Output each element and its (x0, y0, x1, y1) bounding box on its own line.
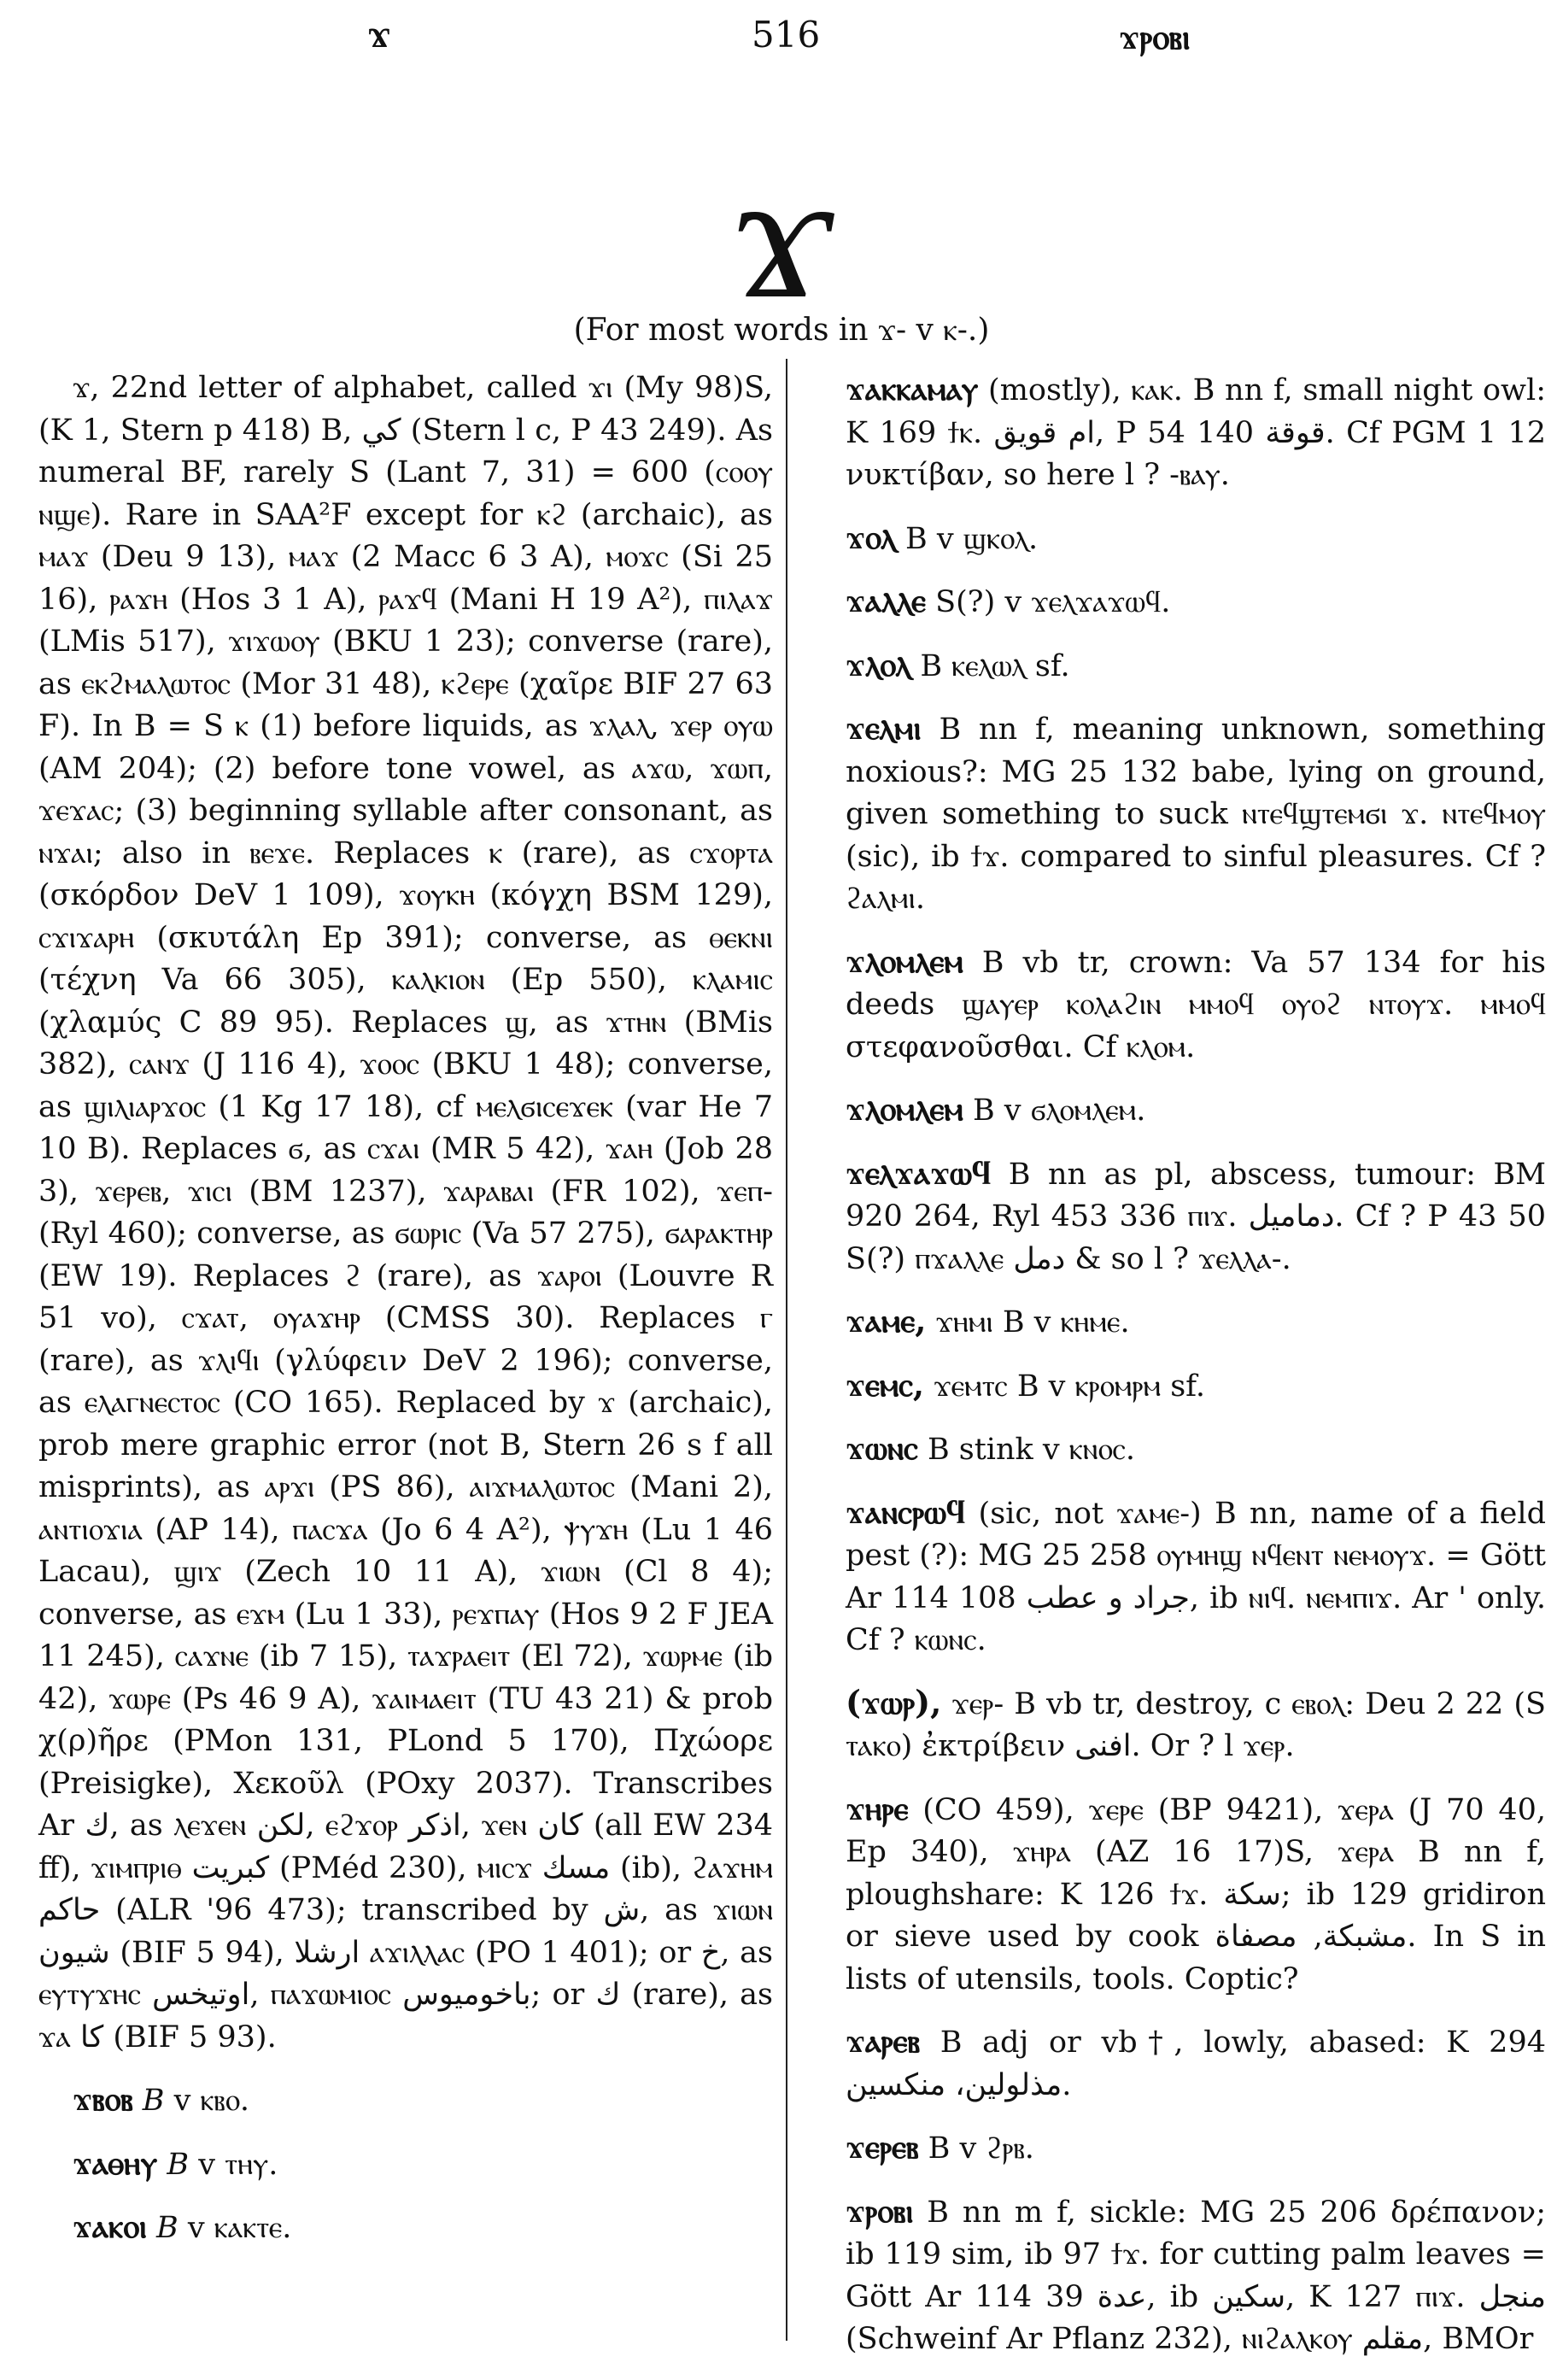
dictionary-entry (811, 1087, 1546, 1133)
dictionary-entry (811, 1491, 1546, 1662)
entry-headword: ϫⲏⲣⲉ (846, 1788, 909, 1827)
dictionary-entry (811, 940, 1546, 1070)
section-letter: ϫ (734, 130, 829, 339)
dictionary-entry (811, 2019, 1546, 2107)
entry-text: B nn f, meaning unknown, something noxious?: MG 25 132 babe, lying on ground, given something to suck ⲛⲧⲉϥϣⲧⲉⲙϭⲓ ϫ. ⲛⲧⲉϥⲙⲟⲩ (sic), ib ϯϫ. compared to sinful pleasures. Cf ? ϩⲁⲗⲙⲓ. (846, 712, 1546, 916)
entry-text: S(?) v ϫⲉⲗϫⲁϫⲱϥ. (935, 585, 1171, 619)
dictionary-entry (811, 516, 1546, 561)
entry-headword: ϫⲉⲗⲙⲓ (846, 708, 922, 747)
dictionary-entry (811, 1363, 1546, 1409)
entry-headword: ϫⲁⲗⲗⲉ (846, 581, 927, 619)
entry-headword: ϫⲟⲗ (846, 517, 896, 556)
entry-headword: ϫⲗⲟⲙⲗⲉⲙ (846, 1089, 963, 1128)
dictionary-entry (811, 706, 1546, 921)
entry-dialect: B (167, 2147, 190, 2182)
running-head-left: ϫ (367, 10, 391, 56)
dictionary-entry (811, 1787, 1546, 2002)
entry-text: ϫⲉⲙⲧⲥ B v ⲕⲣⲟⲙⲣⲙ sf. (934, 1369, 1206, 1404)
dictionary-entry (811, 1299, 1546, 1345)
entry-headword: ϫⲁⲣⲉⲃ (846, 2021, 920, 2060)
left-column (38, 367, 773, 2269)
entry-dialect: B (156, 2211, 179, 2245)
section-note: (For most words in ϫ- v ⲕ-.) (573, 313, 990, 348)
entry-text: (sic, not ϫⲁⲙⲉ-) B nn, name of a field pest (?): MG 25 258 ⲟⲩⲙⲏϣ ⲛϥⲉⲛⲧ ⲛⲉⲙⲟⲩϫ. = Gött Ar 114 108 جراد و عطب, ib ⲛⲓϥ. ⲛⲉⲙⲡⲓϫ. Ar ' only. Cf ? ⲕⲱⲛⲥ. (846, 1496, 1546, 1657)
entry-text: B ⲕⲉⲗⲱⲗ sf. (920, 648, 1070, 683)
entry-headword: ϫⲉⲗϫⲁϫⲱϥ (846, 1152, 992, 1192)
entry-headword: ϫⲁⲛⲥⲣⲱϥ (846, 1492, 966, 1531)
entry-headword: ϫⲱⲛⲥ (846, 1428, 918, 1467)
entry-headword: ϫⲁⲙⲉ, (846, 1301, 927, 1339)
entry-headword: (ϫⲱⲣ), (846, 1682, 942, 1721)
entry-headword: ϫⲣⲟⲃⲓ (846, 2190, 914, 2230)
entry-dialect: B (142, 2084, 165, 2118)
entry-text: v ⲧⲏⲩ. (198, 2147, 278, 2182)
entry-headword: ϫⲉⲣⲉⲃ (846, 2127, 919, 2166)
dictionary-entry (811, 1152, 1546, 1281)
running-head-right: ϫⲣⲟⲃⲓ (1119, 17, 1191, 57)
dictionary-entry (811, 2189, 1546, 2361)
dictionary-entry (38, 2142, 773, 2187)
entry-text: ϫⲏⲙⲓ B v ⲕⲏⲙⲉ. (935, 1305, 1130, 1339)
entry-text: B v ϩⲣⲃ. (928, 2131, 1034, 2166)
entry-text: B nn m f, sickle: MG 25 206 δρέπανον; ib 119 sim, ib 97 ϯϫ. for cutting palm leaves = Gött Ar 114 39 عدة, ib سكين, K 127 ⲡⲓϫ. منجل (Schweinf Ar Pflanz 232), ⲛⲓϩⲁⲗⲕⲟⲩ مقلم, BMOr (846, 2195, 1546, 2356)
entry-headword: ϫⲗⲟⲙⲗⲉⲙ (846, 941, 963, 980)
dictionary-entry (811, 1427, 1546, 1472)
entry-text: B v ϣⲕⲟⲗ. (905, 521, 1039, 556)
entry-text: B nn as pl, abscess, tumour: BM 920 264, Ryl 453 336 ⲡⲓϫ. دماميل. Cf ? P 43 50 S(?) ⲡϫⲁⲗⲗⲉ دمل & so l ? ϫⲉⲗⲗⲁ-. (846, 1157, 1547, 1276)
entry-text: B adj or vb†, lowly, abased: K 294 مذلولين، منكسين. (846, 2025, 1546, 2102)
entry-text: v ⲕⲁⲕⲧⲉ. (187, 2211, 292, 2245)
column-divider (786, 359, 787, 2341)
entry-headword: ϫⲁⲕⲟⲓ (73, 2207, 147, 2245)
entry-headword: ϫⲁⲑⲏⲩ (73, 2143, 158, 2182)
dictionary-entry (38, 2078, 773, 2123)
entry-text: B vb tr, crown: Va 57 134 for his deeds ϣⲁⲩⲉⲣ ⲕⲟⲗⲁϩⲓⲛ ⲙⲙⲟϥ ⲟⲩⲟϩ ⲛⲧⲟⲩϫ. ⲙⲙⲟϥ στεφανοῦσθαι. Cf ⲕⲗⲟⲙ. (846, 945, 1546, 1064)
running-head (0, 10, 1563, 70)
entry-text: v ⲕⲃⲟ. (173, 2084, 249, 2118)
entry-headword: ϫⲉⲙⲥ, (846, 1364, 925, 1404)
dictionary-entry (811, 367, 1546, 497)
right-column (811, 367, 1546, 2380)
entry-text: ϫⲉⲣ- B vb tr, destroy, c ⲉⲃⲟⲗ: Deu 2 22 (S ⲧⲁⲕⲟ) ἐκτρίβειν افنى. Or ? l ϫⲉⲣ. (846, 1686, 1546, 1763)
dictionary-entry (811, 643, 1546, 689)
entry-headword: ϫⲁⲕⲕⲁⲙⲁⲩ (846, 369, 979, 407)
entry-headword: ϫⲗⲟⲗ (846, 644, 911, 683)
entry-text: B v ϭⲗⲟⲙⲗⲉⲙ. (972, 1093, 1146, 1128)
entry-text: (mostly), ⲕⲁⲕ. B nn f, small night owl: K 169 ϯⲕ. ام قويق, P 54 140 قوقة. Cf PGM 1 12 νυκτίβαν, so here l ? -ⲃⲁⲩ. (846, 373, 1547, 492)
dictionary-entry (811, 579, 1546, 624)
entry-headword: ϫⲃⲟⲃ (73, 2079, 133, 2118)
dictionary-entry (811, 1681, 1546, 1768)
letter-description: ϫ, 22nd letter of alphabet, called ϫⲓ (My 98)S, (K 1, Stern p 418) B, كي (Stern l c, P 43 249). As numeral BF, rarely S (Lant 7, 31) = 600 (ⲥⲟⲟⲩ ⲛϣⲉ). Rare in SAA²F except for ⲕϩ (archaic), as ⲙⲁϫ (Deu 9 13), ⲙⲁϫ (2 Macc 6 3 A), ⲙⲟϫⲥ (Si 25 16), ⲣⲁϫⲏ (Hos 3 1 A), ⲣⲁϫϥ (Mani H 19 A²), ⲡⲓⲗⲁϫ (LMis 517), ϫⲓϫⲱⲟⲩ (BKU 1 23); converse (rare), as ⲉⲕϩⲙⲁⲗⲱⲧⲟⲥ (Mor 31 48), ⲕϩⲉⲣⲉ (χαῖρε BIF 27 63 F). In B = S ⲕ (1) before liquids, as ϫⲗⲁⲗ, ϫⲉⲣ ⲟⲩⲱ (AM 204); (2) before tone vowel, as ⲁϫⲱ, ϫⲱⲡ, ϫⲉϫⲁⲥ; (3) beginning syllable after consonant, as ⲛϫⲁⲓ; also in ⲃⲉϫⲉ. Replaces ⲕ (rare), as ⲥϫⲟⲣⲧⲁ (σκόρδον DeV 1 109), ϫⲟⲩⲕⲏ (κόγχη BSM 129), ⲥϫⲓϫⲁⲣⲏ (σκυτάλη Ep 391); converse, as ⲑⲉⲕⲛⲓ (τέχνη Va 66 305), ⲕⲁⲗⲕⲓⲟⲛ (Ep 550), ⲕⲗⲁⲙⲓⲥ (χλαμύς C 89 95). Replaces ϣ, as ϫⲧⲏⲛ (BMis 382), ⲥⲁⲛϫ (J 116 4), ϫⲟⲟⲥ (BKU 1 48); converse, as ϣⲓⲗⲓⲁⲣϫⲟⲥ (1 Kg 17 18), cf ⲙⲉⲗϭⲓⲥⲉϫⲉⲕ (var He 7 10 B). Replaces ϭ, as ⲥϫⲁⲓ (MR 5 42), ϫⲁⲏ (Job 28 3), ϫⲉⲣⲉⲃ, ϫⲓⲥⲓ (BM 1237), ϫⲁⲣⲁⲃⲁⲓ (FR 102), ϫⲉⲡ- (Ryl 460); converse, as ϭⲱⲣⲓⲥ (Va 57 275), ϭⲁⲣⲁⲕⲧⲏⲣ (EW 19). Replaces ϩ (rare), as ϫⲁⲣⲟⲓ (Louvre R 51 vo), ⲥϫⲁⲧ, ⲟⲩⲁϫⲏⲣ (CMSS 30). Replaces ⲅ (rare), as ϫⲗⲓϥⲓ (γλύφειν DeV 2 196); converse, as ⲉⲗⲁⲅⲛⲉⲥⲧⲟⲥ (CO 165). Replaced by ϫ (archaic), prob mere graphic error (not B, Stern 26 s f all misprints), as ⲁⲣϫⲓ (PS 86), ⲁⲓϫⲙⲁⲗⲱⲧⲟⲥ (Mani 2), ⲁⲛⲧⲓⲟϫⲓⲁ (AP 14), ⲡⲁⲥϫⲁ (Jo 6 4 A²), ⲯⲩϫⲏ (Lu 1 46 Lacau), ϣⲓϫ (Zech 10 11 A), ϫⲓⲱⲛ (Cl 8 4); converse, as ⲉϫⲙ (Lu 1 33), ⲣⲉϫⲡⲁⲩ (Hos 9 2 F JEA 11 245), ⲥⲁϫⲛⲉ (ib 7 15), ⲧⲁϫⲣⲁⲉⲓⲧ (El 72), ϫⲱⲣⲙⲉ (ib 42), ϫⲱⲣⲉ (Ps 46 9 A), ϫⲁⲓⲙⲁⲉⲓⲧ (TU 43 21) & prob χ(ρ)ῆρε (PMon 131, PLond 5 170), Πχώορε (Preisigke), Χεκοῦλ (POxy 2037). Transcribes Ar ك, as ⲗⲉϫⲉⲛ لكن, ⲉϩϫⲟⲣ اذكر, ϫⲉⲛ كان (all EW 234 ff), ϫⲓⲙⲡⲣⲓⲑ كبريت (PMéd 230), ⲙⲓⲥϫ مسك (ib), ϩⲁϫⲏⲙ حاكم (ALR '96 473); transcribed by ش, as ϫⲓⲱⲛ شيون (BIF 5 94), ارشلا ⲁϫⲓⲗⲗⲁⲥ (PO 1 401); or خ, as ⲉⲩⲧⲩϫⲏⲥ اوتيخس, ⲡⲁϫⲱⲙⲓⲟⲥ باخوميوس; or ك (rare), as ϫⲁ كا (BIF 5 93). (38, 371, 774, 2055)
entry-text: B stink v ⲕⲛⲟⲥ. (927, 1433, 1136, 1467)
dictionary-entry (811, 2125, 1546, 2171)
page-number: 516 (752, 14, 821, 56)
dictionary-entry (38, 2205, 773, 2250)
entry-text: (CO 459), ϫⲉⲣⲉ (BP 9421), ϫⲉⲣⲁ (J 70 40, Ep 340), ϫⲏⲣⲁ (AZ 16 17)S, ϫⲉⲣⲁ B nn f, ploughshare: K 126 ϯϫ. سكة; ib 129 gridiron or sieve used by cook مشبكة, مصفاة. In S in lists of utensils, tools. Coptic? (846, 1792, 1547, 1996)
